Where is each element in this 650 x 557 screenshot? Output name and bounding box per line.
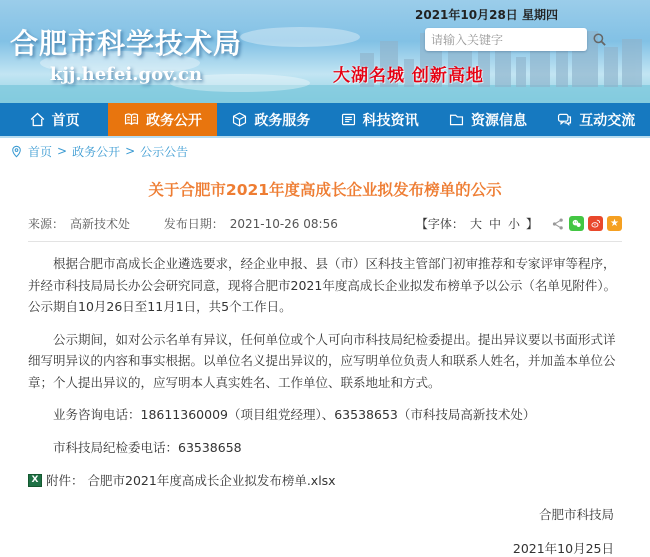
open-book-icon: [123, 111, 140, 128]
article: [0, 178, 650, 557]
font-size-small-button[interactable]: 小: [507, 217, 520, 231]
nav-item-tech-news[interactable]: [325, 103, 433, 136]
main-nav: [0, 103, 650, 138]
search-icon: [592, 32, 607, 47]
breadcrumb-link-gov-affairs[interactable]: 政务公开: [72, 144, 121, 159]
search-button[interactable]: [592, 28, 607, 51]
font-control-open: 【字体：: [415, 217, 464, 231]
site-url: kjj.hefei.gov.cn: [49, 64, 203, 85]
font-size-medium-button[interactable]: 中: [488, 217, 501, 231]
nav-item-resources[interactable]: [433, 103, 541, 136]
paragraph: 公示期间，如对公示名单有异议，任何单位或个人可向市科技局纪检委提出。提出异议要以书面形式详细写明异议的内容和事实根据。以单位名义提出异议的，应写明单位负责人和联系人姓名，并加盖本单位公章；个人提出异议的，应写明本人真实姓名、工作单位、联系地址和方式。: [28, 331, 616, 390]
share-icon[interactable]: [551, 217, 565, 231]
city-slogan: 大湖名城 创新高地: [333, 66, 484, 86]
signature-date: 2021年10月25日: [512, 541, 614, 556]
breadcrumb-separator: >: [57, 144, 68, 158]
location-pin-icon: [10, 145, 23, 158]
newspaper-icon: [340, 111, 357, 128]
nav-item-home[interactable]: [0, 103, 108, 136]
chat-bubbles-icon: [556, 111, 573, 128]
home-icon: [29, 111, 46, 128]
publish-date-label: 发布日期：: [163, 217, 224, 231]
nav-label: 政务公开: [145, 112, 202, 129]
paragraph-consult-phone: 业务咨询电话：18611360009（项目组党经理）、63538653（市科技局高新技术处）: [53, 407, 536, 422]
article-meta-right: [416, 215, 622, 232]
signature-org: 合肥市科技局: [538, 507, 614, 522]
nav-label: 首页: [51, 112, 80, 129]
share-toolbar: [551, 216, 622, 231]
article-title: 关于合肥市2021年度高成长企业拟发布榜单的公示: [148, 181, 502, 199]
nav-item-interaction[interactable]: [542, 103, 650, 136]
nav-label: 资源信息: [470, 112, 527, 129]
attachment-label: 附件：: [46, 473, 84, 488]
attachment-file-link[interactable]: 合肥市2021年度高成长企业拟发布榜单.xlsx: [87, 473, 336, 488]
folder-icon: [448, 111, 465, 128]
breadcrumb-separator: >: [125, 144, 136, 158]
nav-label: 科技资讯: [362, 112, 419, 129]
nav-label: 互动交流: [579, 112, 636, 129]
site-header: [0, 0, 650, 103]
cube-icon: [231, 111, 248, 128]
search-box: [425, 28, 587, 51]
nav-label: 政务服务: [254, 112, 311, 129]
breadcrumb: [0, 138, 650, 164]
search-input[interactable]: [425, 33, 592, 47]
article-meta: [28, 215, 622, 232]
nav-item-gov-affairs[interactable]: [108, 103, 216, 136]
attachment-row: [28, 471, 622, 489]
breadcrumb-link-announcements[interactable]: 公示公告: [140, 144, 189, 159]
weibo-share-icon[interactable]: [588, 216, 603, 231]
article-meta-left: [28, 215, 344, 232]
article-body: [28, 253, 622, 458]
font-control-close: 】: [525, 217, 538, 231]
signature-block: [28, 505, 622, 557]
site-title: 合肥市科学技术局: [9, 27, 242, 60]
site-logo: [6, 22, 246, 85]
paragraph: 根据合肥市高成长企业遴选要求，经企业申报、县（市）区科技主管部门初审推荐和专家评审等程序，并经市科技局局长办公会研究同意，现将合肥市2021年度高成长企业拟发布榜单予以公示（名单见附件）。公示期自10月26日至11月1日，共5个工作日。: [28, 256, 617, 314]
source-value: 高新技术处: [70, 217, 131, 231]
excel-file-icon: X: [28, 474, 42, 487]
favorite-star-icon[interactable]: ★: [607, 216, 622, 231]
wechat-share-icon[interactable]: [569, 216, 584, 231]
meta-divider: [28, 241, 622, 242]
font-size-large-button[interactable]: 大: [469, 217, 482, 231]
breadcrumb-link-home[interactable]: 首页: [28, 144, 53, 159]
nav-item-gov-services[interactable]: [217, 103, 325, 136]
current-date: 2021年10月28日 星期四: [415, 8, 558, 22]
paragraph-discipline-phone: 市科技局纪检委电话：63538658: [53, 439, 242, 455]
publish-date-value: 2021-10-26 08:56: [229, 217, 338, 231]
source-label: 来源：: [28, 217, 65, 231]
